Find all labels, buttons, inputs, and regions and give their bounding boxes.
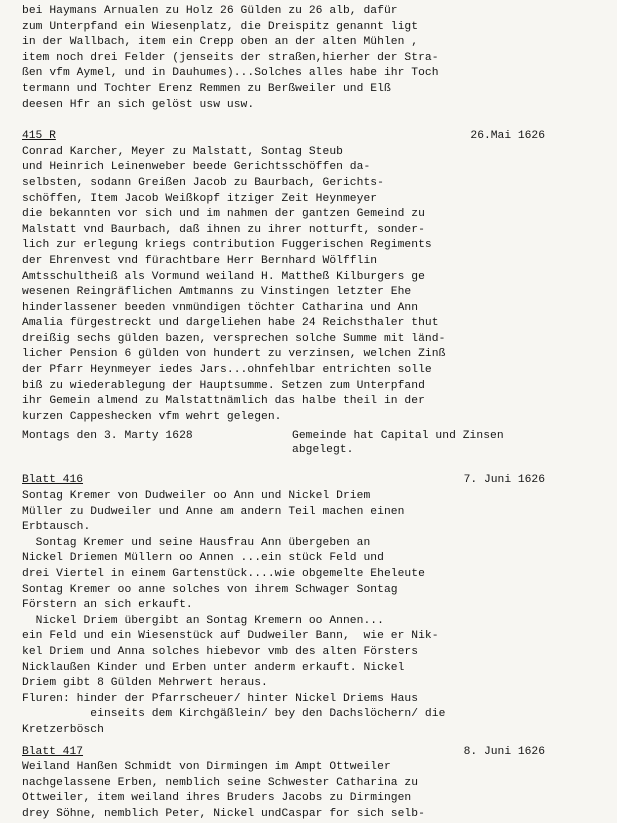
text-line: Amalia fürgestreckt und dargeliehen habe 24 Reichsthaler thut — [22, 317, 439, 330]
text-line: Erbtausch. — [22, 521, 91, 534]
text-line: Nicklaußen Kinder und Erben unter anderm erkauft. Nickel — [22, 661, 405, 674]
text-line: Kretzerbösch — [22, 723, 104, 736]
text-line: drey Söhne, nemblich Peter, Nickel undCaspar for sich selb- — [22, 807, 425, 820]
text-line: ein Feld und ein Wiesenstück auf Dudweiler Bann, wie er Nik- — [22, 630, 439, 643]
text-line: zum Unterpfand ein Wiesenplatz, die Dreispitz genannt ligt — [22, 20, 419, 33]
text-line: Ottweiler, item weiland ihres Bruders Jacobs zu Dirmingen — [22, 792, 412, 805]
text-line: hinderlassener beeden vnmündigen töchter Catharina und Ann — [22, 301, 419, 314]
text-line: kel Driem und Anna solches hiebevor vmb des alten Försters — [22, 645, 419, 658]
text-line: Sontag Kremer von Dudweiler oo Ann und Nickel Driem — [22, 490, 371, 503]
text-line: dreißig sechs gülden bazen, versprechen solche Summe mit länd- — [22, 332, 446, 345]
text-line: Weiland Hanßen Schmidt von Dirmingen im Ampt Ottweiler — [22, 761, 391, 774]
text-line: Nickel Driem übergibt an Sontag Kremern oo Annen... — [22, 614, 384, 627]
text-line: Förstern an sich erkauft. — [22, 599, 193, 612]
text-line: abgelegt. — [292, 444, 354, 457]
text-line: deesen Hfr an sich gelöst usw usw. — [22, 98, 255, 111]
entry-date: 7. Juni 1626 — [463, 474, 545, 487]
text-line: ihr Gemein almend zu Malstattnämlich das halbe theil in der — [22, 395, 425, 408]
text-line: Müller zu Dudweiler und Anne am andern Teil machen einen — [22, 505, 405, 518]
entry-reference: Blatt 417 — [22, 745, 84, 758]
entry-date: 26.Mai 1626 — [470, 130, 545, 143]
text-line: Malstatt vnd Baurbach, daß ihnen zu ihrer notturft, sonder- — [22, 223, 425, 236]
text-line: und Heinrich Leinenweber beede Gerichtsschöffen da- — [22, 161, 371, 174]
entry-415 — [22, 129, 607, 457]
entry-416 — [22, 473, 607, 738]
text-line: die bekannten vor sich und im nahmen der gantzen Gemeind zu — [22, 208, 425, 221]
text-line: lich zur erlegung kriegs contribution Fuggerischen Regiments — [22, 239, 432, 252]
text-line: der Pfarr Heynmeyer iedes Jars...ohnfehlbar entrichten solle — [22, 364, 432, 377]
text-line: der Ehrenvest vnd fürachtbare Herr Bernhard Wölfflin — [22, 254, 378, 267]
text-line: Nickel Driemen Müllern oo Annen ...ein stück Feld und — [22, 552, 384, 565]
entry-header — [22, 473, 607, 489]
text-line: Amtsschultheiß als Vormund weiland H. Mattheß Kilburgers ge — [22, 270, 425, 283]
note-date: Montags den 3. Marty 1628 — [22, 430, 193, 443]
entry-note — [22, 429, 607, 457]
entry-date: 8. Juni 1626 — [463, 745, 545, 758]
entry-reference: 415 R — [22, 130, 56, 143]
text-line: einseits dem Kirchgäßlein/ bey den Dachslöchern/ die — [22, 708, 446, 721]
entry-header — [22, 745, 607, 761]
entry-header — [22, 129, 607, 145]
text-line: wesenen Reingräflichen Amtmanns zu Vinstingen letzter Ehe — [22, 286, 412, 299]
entry-417 — [22, 745, 607, 823]
text-line: Sontag Kremer oo anne solches von ihrem Schwager Sontag — [22, 583, 398, 596]
text-line: bei Haymans Arnualen zu Holz 26 Gülden zu 26 alb, dafür — [22, 5, 398, 17]
text-line: kurzen Cappeshecken vfm wehrt gelegen. — [22, 410, 282, 423]
text-line: Fluren: hinder der Pfarrscheuer/ hinter Nickel Driems Haus — [22, 692, 419, 705]
text-line: Driem gibt 8 Gülden Mehrwert heraus. — [22, 677, 268, 690]
text-line: in der Wallbach, item ein Crepp oben an der alten Mühlen , — [22, 36, 419, 49]
text-line: Conrad Karcher, Meyer zu Malstatt, Sontag Steub — [22, 145, 343, 158]
text-line: licher Pension 6 gülden von hundert zu verzinsen, welchen Zinß — [22, 348, 446, 361]
text-line: Gemeinde hat Capital und Zinsen — [292, 430, 504, 443]
note-remark — [292, 429, 504, 457]
text-line: drei Viertel in einem Gartenstück....wie obgemelte Eheleute — [22, 568, 425, 580]
text-line: selbsten, sodann Greißen Jacob zu Baurbach, Gerichts- — [22, 176, 384, 189]
text-line: ßen vfm Aymel, und in Dauhumes)...Solches alles habe ihr Toch — [22, 67, 439, 80]
text-line: termann und Tochter Erenz Remmen zu Berßweiler und Elß — [22, 82, 391, 95]
text-line: Sontag Kremer und seine Hausfrau Ann übergeben an — [22, 536, 371, 549]
text-line: nachgelassene Erben, nemblich seine Schwester Catharina zu — [22, 776, 419, 789]
text-line: biß zu wiederablegung der Hauptsumme. Setzen zum Unterpfand — [22, 379, 425, 392]
text-line: schöffen, Item Jacob Weißkopf itziger Zeit Heynmeyer — [22, 192, 378, 205]
text-line: item noch drei Felder (jenseits der straßen,hierher der Stra- — [22, 51, 439, 64]
entry-reference: Blatt 416 — [22, 474, 84, 487]
intro-paragraph — [22, 4, 607, 113]
